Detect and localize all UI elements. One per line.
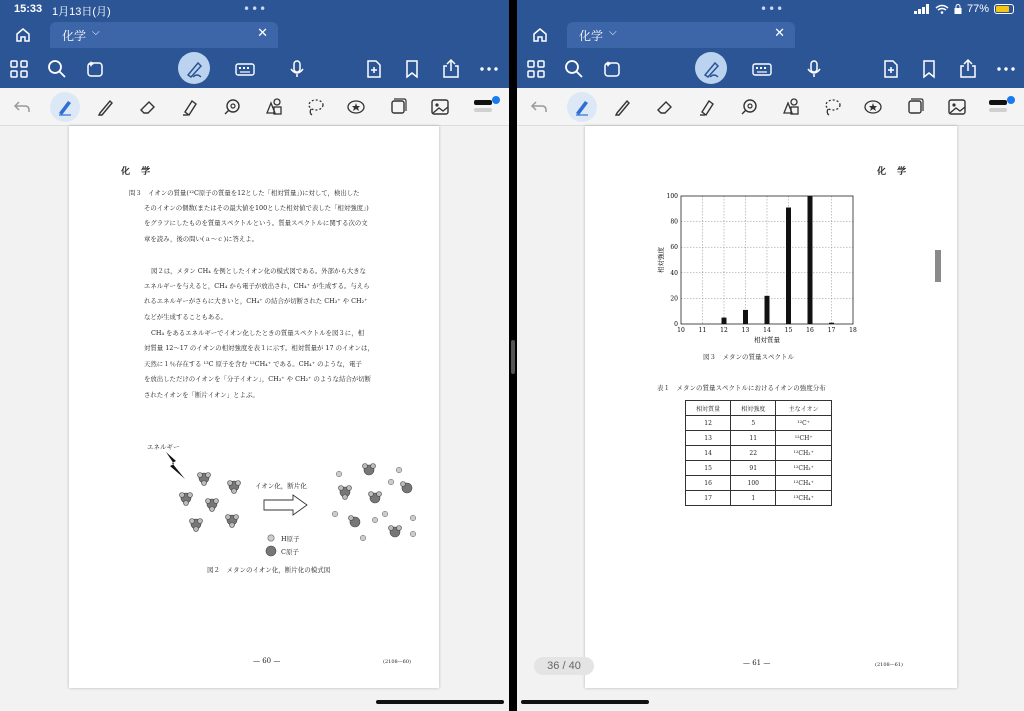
divider-grip[interactable]	[511, 340, 515, 374]
page-subject: 化 学	[121, 167, 155, 177]
para2-line-5: されたイオンを「断片イオン」とよぶ。	[144, 391, 259, 399]
color-black-swatch[interactable]	[989, 100, 1007, 105]
ai-sparkle-icon[interactable]	[84, 58, 106, 80]
more-icon[interactable]	[478, 58, 500, 80]
question-line-2: をグラフにしたものを質量スペクトルという。質量スペクトルに関する次の文	[144, 219, 368, 227]
sticker-icon[interactable]	[863, 97, 883, 117]
page-code: (2108—61)	[875, 662, 903, 668]
close-tab-icon[interactable]: ✕	[774, 26, 785, 41]
pencil-icon[interactable]	[613, 97, 633, 117]
close-tab-icon[interactable]: ✕	[257, 26, 268, 41]
pen-icon[interactable]	[572, 97, 592, 117]
table-cell: 22	[731, 446, 776, 461]
table-cell: 17	[686, 491, 731, 506]
pen-icon[interactable]	[55, 97, 75, 117]
chart-x-tick-label: 10	[677, 327, 685, 334]
chart-y-tick-label: 100	[666, 193, 678, 200]
lasso-select-icon[interactable]	[822, 97, 842, 117]
chart-bar	[829, 323, 834, 324]
methane-molecules-diagram	[174, 464, 254, 534]
chart-bar	[786, 208, 791, 324]
highlighter-icon[interactable]	[697, 97, 717, 117]
chart-x-tick-label: 16	[806, 327, 814, 334]
table-cell: 14	[686, 446, 731, 461]
split-view-divider[interactable]	[509, 0, 517, 711]
table-row	[686, 416, 832, 431]
pencil-icon[interactable]	[96, 97, 116, 117]
active-color-dot	[1007, 96, 1015, 104]
table1-caption: 表１ メタンの質量スペクトルにおけるイオンの強度分布	[657, 384, 826, 392]
main-toolbar-right	[517, 48, 1024, 88]
table-cell: 13	[686, 431, 731, 446]
page-edge-tab-mark	[935, 250, 941, 282]
table-row	[686, 446, 832, 461]
table-row	[686, 461, 832, 476]
share-icon[interactable]	[440, 58, 462, 80]
document-page-61[interactable]	[585, 126, 957, 688]
microphone-icon[interactable]	[803, 58, 825, 80]
grid-icon[interactable]	[525, 58, 547, 80]
home-indicator-left	[376, 700, 504, 704]
chart-x-tick-label: 12	[720, 327, 728, 334]
status-right	[914, 3, 1014, 15]
para1-line-4: などが生成することもある。	[144, 313, 228, 321]
shapes-icon[interactable]	[781, 97, 801, 117]
table-cell: 100	[731, 476, 776, 491]
table-header-row	[686, 401, 832, 416]
para2-line-1: CH₄ をあるエネルギーでイオン化したときの質量スペクトルを図３に，相	[151, 329, 364, 337]
chart-y-tick-label: 60	[670, 244, 678, 252]
main-toolbar-left	[0, 48, 509, 88]
document-tab-title: 化学	[62, 29, 87, 43]
header-relative-mass: 相対質量	[686, 401, 731, 416]
para2-line-2: 対質量 12～17 のイオンの相対強度を表１に示す。相対質量が 17 のイオンは，	[144, 344, 374, 352]
color-black-swatch[interactable]	[474, 100, 492, 105]
sticky-note-icon[interactable]	[388, 97, 408, 117]
chart-x-tick-label: 15	[784, 327, 793, 334]
header-main-ion: 主なイオン	[776, 401, 832, 416]
para1-line-3: れるエネルギーがさらに大きいと，CH₄⁺ の結合が切断された CH₃⁺ や CH₂⁺	[144, 297, 368, 305]
chart-bar	[808, 196, 813, 324]
keyboard-icon[interactable]	[751, 58, 773, 80]
tab-bar-right	[517, 20, 1024, 48]
figure2-caption: 図２ メタンのイオン化，断片化の模式図	[207, 566, 331, 574]
microphone-icon[interactable]	[286, 58, 308, 80]
chart-x-tick-label: 11	[698, 327, 707, 334]
table-cell: 1	[731, 491, 776, 506]
table-cell: 16	[686, 476, 731, 491]
para1-line-2: エネルギーを与えると，CH₄ から電子が放出され，CH₄⁺ が生成する。与えら	[144, 282, 370, 290]
table-cell: ¹²CH₄⁺	[776, 476, 832, 491]
wifi-icon	[935, 4, 949, 14]
color-grey-swatch[interactable]	[989, 108, 1007, 112]
chart-bar	[765, 296, 770, 324]
ai-sparkle-icon[interactable]	[601, 58, 623, 80]
chart-y-tick-label: 0	[674, 321, 678, 328]
lasso-icon[interactable]	[739, 97, 759, 117]
color-grey-swatch[interactable]	[474, 108, 492, 112]
chart-y-tick-label: 80	[670, 218, 678, 226]
chevron-down-icon[interactable]: ⌵	[609, 27, 617, 38]
chart-x-tick-label: 13	[741, 327, 750, 334]
active-color-dot	[492, 96, 500, 104]
drawing-toolbar-left	[0, 88, 509, 126]
figure3-caption: 図３ メタンの質量スペクトル	[703, 353, 794, 361]
left-pane	[0, 20, 509, 711]
table-cell: 91	[731, 461, 776, 476]
c-atom-legend-label: C原子	[281, 548, 299, 556]
battery-percent: 77%	[966, 3, 989, 15]
table-cell: ¹²CH⁺	[776, 431, 832, 446]
question-line-3: 章を読み，後の問い(ａ～ｃ)に答えよ。	[144, 235, 259, 243]
document-tab[interactable]	[50, 22, 278, 48]
lasso-icon[interactable]	[222, 97, 242, 117]
bookmark-icon[interactable]	[401, 58, 423, 80]
document-tab-title: 化学	[579, 29, 604, 43]
search-icon[interactable]	[563, 58, 585, 80]
image-icon[interactable]	[430, 97, 450, 117]
home-icon[interactable]	[14, 26, 32, 44]
bookmark-icon[interactable]	[918, 58, 940, 80]
drawing-toolbar-right	[517, 88, 1024, 126]
h-atom-legend-label: H原子	[281, 535, 300, 543]
question-line-1: そのイオンの個数(またはその最大値を100とした相対値で表した「相対強度」)	[144, 204, 369, 212]
status-time: 15:33	[14, 3, 43, 15]
table-cell: 5	[731, 416, 776, 431]
multitask-dots-left[interactable]: •••	[243, 2, 268, 16]
multitask-dots-right[interactable]: •••	[760, 2, 785, 16]
table-cell: 15	[686, 461, 731, 476]
para2-line-4: を放出しただけのイオンを「分子イオン」，CH₃⁺ や CH₂⁺ のような結合が切断	[144, 375, 372, 383]
page-code: (2108—60)	[383, 659, 411, 665]
status-date: 1月13日(月)	[52, 6, 111, 18]
energy-label: エネルギー	[147, 443, 180, 451]
chart-x-axis-label: 相対質量	[754, 336, 780, 344]
right-arrow-icon	[263, 493, 309, 517]
chart-y-tick-label: 40	[670, 269, 678, 277]
page-indicator: 36 / 40	[534, 657, 594, 675]
new-page-icon[interactable]	[363, 58, 385, 80]
search-icon[interactable]	[46, 58, 68, 80]
para2-line-3: 天然に１％存在する ¹³C 原子を含む ¹³CH₄⁺ である。CH₄⁺ のような，電子	[144, 360, 362, 368]
share-icon[interactable]	[957, 58, 979, 80]
ionization-arrow-label: イオン化，断片化	[255, 482, 307, 490]
page-number: — 61 —	[743, 659, 771, 667]
table-cell: 11	[731, 431, 776, 446]
h-atom-legend-icon	[267, 534, 275, 542]
undo-icon[interactable]	[529, 97, 549, 117]
table-row	[686, 476, 832, 491]
chart-x-tick-label: 14	[763, 327, 771, 334]
page-number: — 60 —	[253, 657, 281, 665]
more-icon[interactable]	[995, 58, 1017, 80]
chart-y-tick-label: 20	[670, 295, 678, 303]
table-cell: ¹²C⁺	[776, 416, 832, 431]
page-subject: 化 学	[877, 167, 911, 177]
chart-x-tick-label: 17	[827, 327, 836, 334]
question-heading: 問３ イオンの質量(¹²C原子の質量を12とした「相対質量」)に対して，検出した	[129, 189, 360, 197]
home-icon[interactable]	[531, 26, 549, 44]
undo-icon[interactable]	[12, 97, 32, 117]
chart-bar	[743, 310, 748, 324]
chevron-down-icon[interactable]: ⌵	[92, 27, 100, 38]
pen-mode-icon[interactable]	[700, 58, 722, 80]
chart-bar	[722, 318, 727, 324]
image-icon[interactable]	[947, 97, 967, 117]
table-cell: ¹²CH₃⁺	[776, 461, 832, 476]
tab-bar-left	[0, 20, 509, 48]
ion-intensity-table	[685, 400, 832, 506]
keyboard-icon[interactable]	[234, 58, 256, 80]
header-relative-intensity: 相対強度	[731, 401, 776, 416]
right-pane	[517, 20, 1024, 711]
eraser-icon[interactable]	[655, 97, 675, 117]
pen-mode-icon[interactable]	[183, 58, 205, 80]
table-row	[686, 431, 832, 446]
lasso-select-icon[interactable]	[305, 97, 325, 117]
document-tab[interactable]	[567, 22, 795, 48]
highlighter-icon[interactable]	[180, 97, 200, 117]
battery-icon	[994, 4, 1014, 14]
sticker-icon[interactable]	[346, 97, 366, 117]
lock-rotation-icon	[954, 4, 962, 14]
table-row	[686, 491, 832, 506]
mass-spectrum-chart	[645, 188, 865, 348]
home-indicator-right	[521, 700, 649, 704]
table-cell: ¹²CH₂⁺	[776, 446, 832, 461]
c-atom-legend-icon	[265, 545, 277, 557]
sticky-note-icon[interactable]	[905, 97, 925, 117]
eraser-icon[interactable]	[138, 97, 158, 117]
new-page-icon[interactable]	[880, 58, 902, 80]
grid-icon[interactable]	[8, 58, 30, 80]
fragmented-ions-diagram	[327, 456, 421, 546]
table-cell: 12	[686, 416, 731, 431]
para1-line-1: 図２は，メタン CH₄ を例としたイオン化の模式図である。外部から大きな	[151, 267, 367, 275]
shapes-icon[interactable]	[264, 97, 284, 117]
table-cell: ¹³CH₄⁺	[776, 491, 832, 506]
chart-x-tick-label: 18	[849, 327, 857, 334]
signal-icon	[914, 4, 930, 14]
chart-y-axis-label: 相対強度	[657, 247, 665, 273]
document-page-60[interactable]	[69, 126, 439, 688]
